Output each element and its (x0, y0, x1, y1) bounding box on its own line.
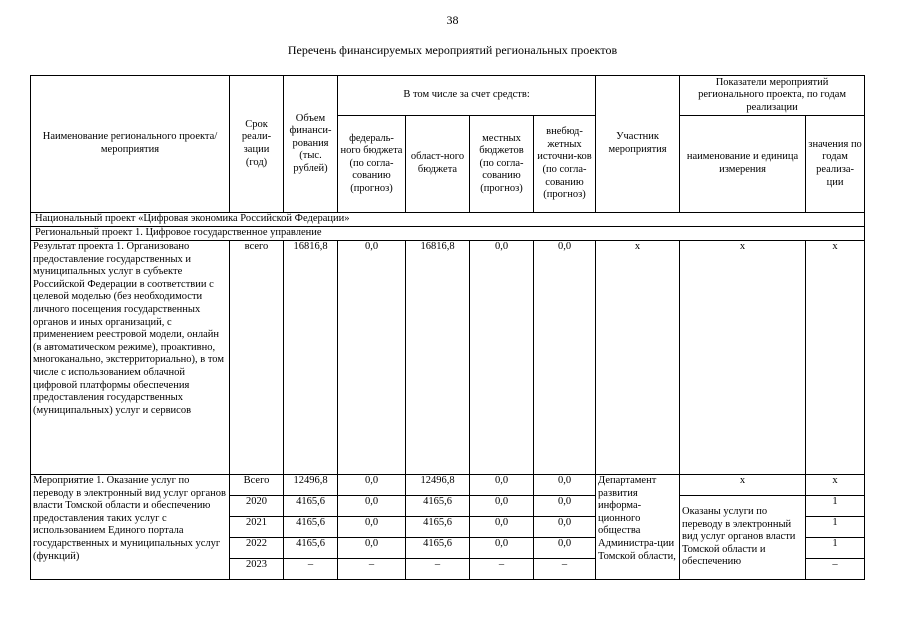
result-regional: 16816,8 (406, 241, 470, 475)
table-row (31, 475, 865, 496)
activity-term: 2021 (230, 517, 284, 538)
activity-local: – (470, 559, 534, 580)
activity-ind-name-first: х (680, 475, 806, 496)
activity-term: Всего (230, 475, 284, 496)
financing-table (30, 75, 865, 580)
activity-extra: 0,0 (534, 538, 596, 559)
activity-extra: 0,0 (534, 517, 596, 538)
activity-term: 2020 (230, 496, 284, 517)
activity-ind-name: Оказаны услуги по переводу в электронный вид услуг органов власти Томской области и обеспечению (680, 496, 806, 580)
activity-ind-value: 1 (806, 517, 865, 538)
activity-federal: 0,0 (338, 496, 406, 517)
activity-regional: 12496,8 (406, 475, 470, 496)
activity-ind-value: – (806, 559, 865, 580)
activity-federal: – (338, 559, 406, 580)
result-extra: 0,0 (534, 241, 596, 475)
activity-extra: 0,0 (534, 496, 596, 517)
activity-federal: 0,0 (338, 475, 406, 496)
activity-regional: 4165,6 (406, 496, 470, 517)
activity-volume: 4165,6 (284, 538, 338, 559)
national-project-row: Национальный проект «Цифровая экономика Российской Федерации» (31, 213, 865, 227)
activity-term: 2023 (230, 559, 284, 580)
activity-participant: Департамент развития информа-ционного общества Администра-ции Томской области, (596, 475, 680, 580)
activity-regional: 4165,6 (406, 517, 470, 538)
activity-regional: – (406, 559, 470, 580)
header-name: Наименование регионального проекта/ мероприятия (31, 76, 230, 213)
header-local: местных бюджетов (по согла-сованию (прогноз) (470, 116, 534, 213)
activity-volume: – (284, 559, 338, 580)
activity-regional: 4165,6 (406, 538, 470, 559)
table-row (31, 241, 865, 475)
activity-extra: – (534, 559, 596, 580)
result-term: всего (230, 241, 284, 475)
header-regional: област-ного бюджета (406, 116, 470, 213)
activity-volume: 4165,6 (284, 496, 338, 517)
result-volume: 16816,8 (284, 241, 338, 475)
result-federal: 0,0 (338, 241, 406, 475)
result-ind-value: х (806, 241, 865, 475)
activity-local: 0,0 (470, 538, 534, 559)
header-ind-values: значения по годам реализа-ции (806, 116, 865, 213)
header-indicators-group: Показатели мероприятий регионального проекта, по годам реализации (680, 76, 865, 116)
result-participant: х (596, 241, 680, 475)
header-term: Срок реали-зации (год) (230, 76, 284, 213)
result-ind-name: х (680, 241, 806, 475)
activity-federal: 0,0 (338, 517, 406, 538)
activity-local: 0,0 (470, 517, 534, 538)
activity-local: 0,0 (470, 496, 534, 517)
page-number: 38 (446, 13, 459, 27)
activity-name: Мероприятие 1. Оказание услуг по переводу в электронный вид услуг органов власти Томской области и обеспечению предоставления таких услуг с использованием Единого портала государственных и муниципальных услуг (функций) (31, 475, 230, 580)
activity-federal: 0,0 (338, 538, 406, 559)
regional-project-row: Региональный проект 1. Цифровое государственное управление (31, 227, 865, 241)
header-sources-group: В том числе за счет средств: (338, 76, 596, 116)
header-volume: Объем финанси-рования (тыс. рублей) (284, 76, 338, 213)
activity-local: 0,0 (470, 475, 534, 496)
header-ind-name: наименование и единица измерения (680, 116, 806, 213)
result-name: Результат проекта 1. Организовано предоставление государственных и муниципальных услуг в субъекте Российской Федерации в соответствии с целевой моделью (без необходимости личного посещения государственных органов и иных организаций, с применением реестровой модели, онлайн (в автоматическом режиме), проактивно, многоканально, экстерриториально), в том числе с использованием облачной цифровой платформы обеспечения предоставления государственных (муниципальных) услуг и сервисов (31, 241, 230, 475)
header-participant: Участник мероприятия (596, 76, 680, 213)
activity-extra: 0,0 (534, 475, 596, 496)
activity-volume: 4165,6 (284, 517, 338, 538)
activity-ind-value: 1 (806, 538, 865, 559)
activity-volume: 12496,8 (284, 475, 338, 496)
activity-term: 2022 (230, 538, 284, 559)
activity-ind-value: 1 (806, 496, 865, 517)
activity-ind-value: х (806, 475, 865, 496)
page-title: Перечень финансируемых мероприятий региональных проектов (287, 43, 618, 57)
result-local: 0,0 (470, 241, 534, 475)
header-extra: внебюд-жетных источни-ков (по согла-сованию (прогноз) (534, 116, 596, 213)
header-federal: федераль-ного бюджета (по согла-сованию (прогноз) (338, 116, 406, 213)
